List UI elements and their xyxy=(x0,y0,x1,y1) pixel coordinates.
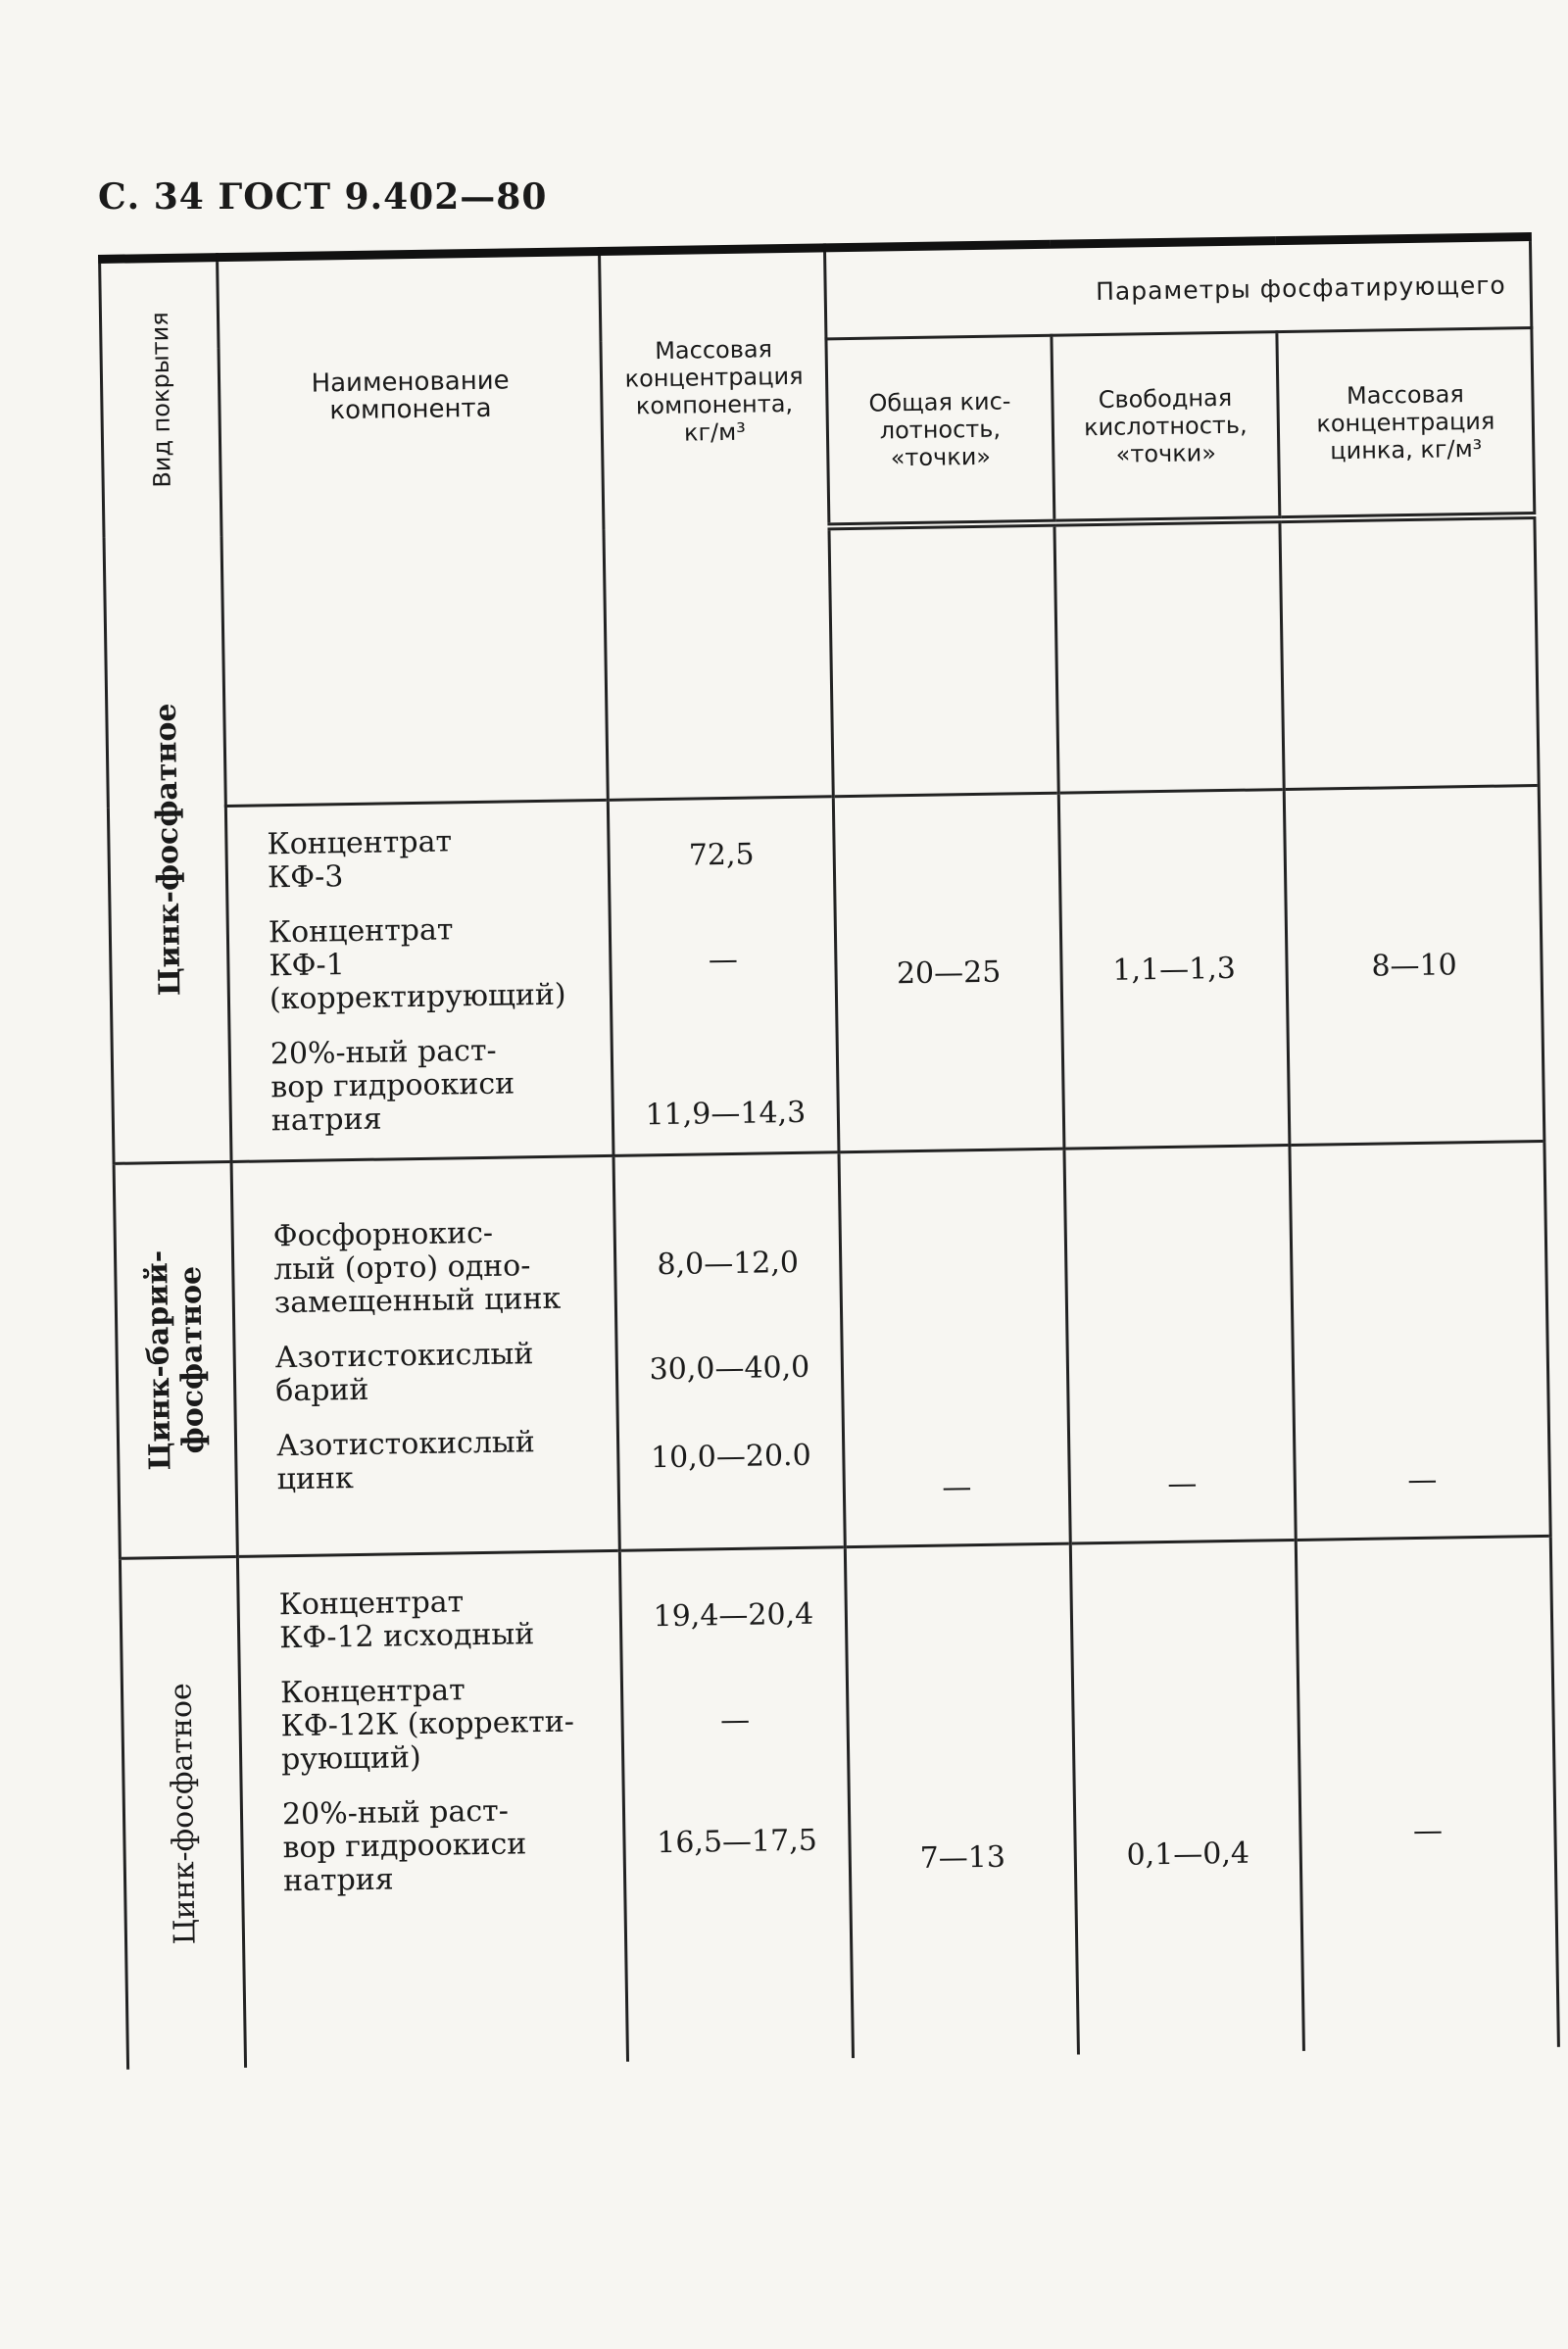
col-header-free-acidity: Свободная кислотность, «точки» xyxy=(1052,331,1280,522)
conc-value: 11,9—14,3 xyxy=(645,1095,807,1133)
col-header-total-acidity: Общая кис- лотность, «точки» xyxy=(826,335,1054,526)
free-acidity-value: — xyxy=(1064,1146,1296,1544)
conc-value: 8,0—12,0 xyxy=(657,1245,800,1282)
params-title: Параметры фосфатирующего xyxy=(824,237,1531,339)
zinc-conc-value: — xyxy=(1296,1536,1558,2051)
components-cell xyxy=(225,800,613,1161)
component-name: 20%-ный раст- вор гидроокиси натрия xyxy=(270,1033,515,1139)
coating-cell-1: Цинк-фосфатное xyxy=(104,536,231,1163)
coating-cell-2: Цинк-барий- фосфатное xyxy=(114,1161,237,1558)
component-name: Фосфорнокис- лый (орто) одно- замещенный цинк xyxy=(272,1215,562,1321)
blank-row xyxy=(104,515,1539,807)
total-acidity-value: — xyxy=(839,1149,1070,1547)
component-name: Концентрат КФ-12 исходный xyxy=(278,1585,535,1656)
component-name: Азотистокислый барий xyxy=(274,1337,534,1409)
total-acidity-value: 20—25 xyxy=(833,793,1064,1152)
conc-value: 72,5 xyxy=(688,837,755,873)
table-row xyxy=(120,1536,1558,2069)
table-row xyxy=(114,1141,1550,1558)
conc-cell xyxy=(619,1547,853,2062)
page-header: С. 34 ГОСТ 9.402—80 xyxy=(98,176,548,218)
col-header-mass-conc: Массовая концентрация компонента, кг/м³ xyxy=(600,248,829,530)
zinc-conc-value: — xyxy=(1290,1141,1550,1540)
component-name: Концентрат КФ-1 (корректирующий) xyxy=(268,912,566,1017)
table-row xyxy=(108,785,1544,1163)
conc-value: 19,4—20,4 xyxy=(653,1596,814,1634)
conc-value: — xyxy=(708,942,739,977)
total-acidity-value: 7—13 xyxy=(845,1543,1078,2058)
components-cell xyxy=(231,1155,619,1556)
conc-value: 16,5—17,5 xyxy=(656,1823,818,1860)
free-acidity-value: 1,1—1,3 xyxy=(1058,790,1290,1150)
component-name: Концентрат КФ-12К (корректи- рующий) xyxy=(279,1673,575,1778)
conc-value: — xyxy=(719,1702,751,1737)
col-header-zinc-conc: Массовая концентрация цинка, кг/м³ xyxy=(1277,327,1535,519)
zinc-conc-value: 8—10 xyxy=(1284,785,1544,1145)
component-name: 20%-ный раст- вор гидроокиси натрия xyxy=(281,1793,527,1899)
parameters-table xyxy=(98,232,1560,2070)
component-name: Азотистокислый цинк xyxy=(275,1425,536,1497)
col-header-coating-type: Вид покрытия xyxy=(100,258,221,538)
conc-value: 30,0—40,0 xyxy=(649,1349,810,1387)
coating-cell-3: Цинк-фосфатное xyxy=(120,1556,245,2069)
components-cell xyxy=(237,1550,627,2068)
col-header-component: Наименование компонента xyxy=(218,251,604,536)
table-wrapper xyxy=(98,232,1557,2070)
conc-cell xyxy=(613,1152,845,1551)
free-acidity-value: 0,1—0,4 xyxy=(1070,1540,1303,2054)
component-name: Концентрат КФ-3 xyxy=(267,824,453,896)
conc-cell xyxy=(608,797,839,1156)
conc-value: 10,0—20.0 xyxy=(650,1438,811,1475)
